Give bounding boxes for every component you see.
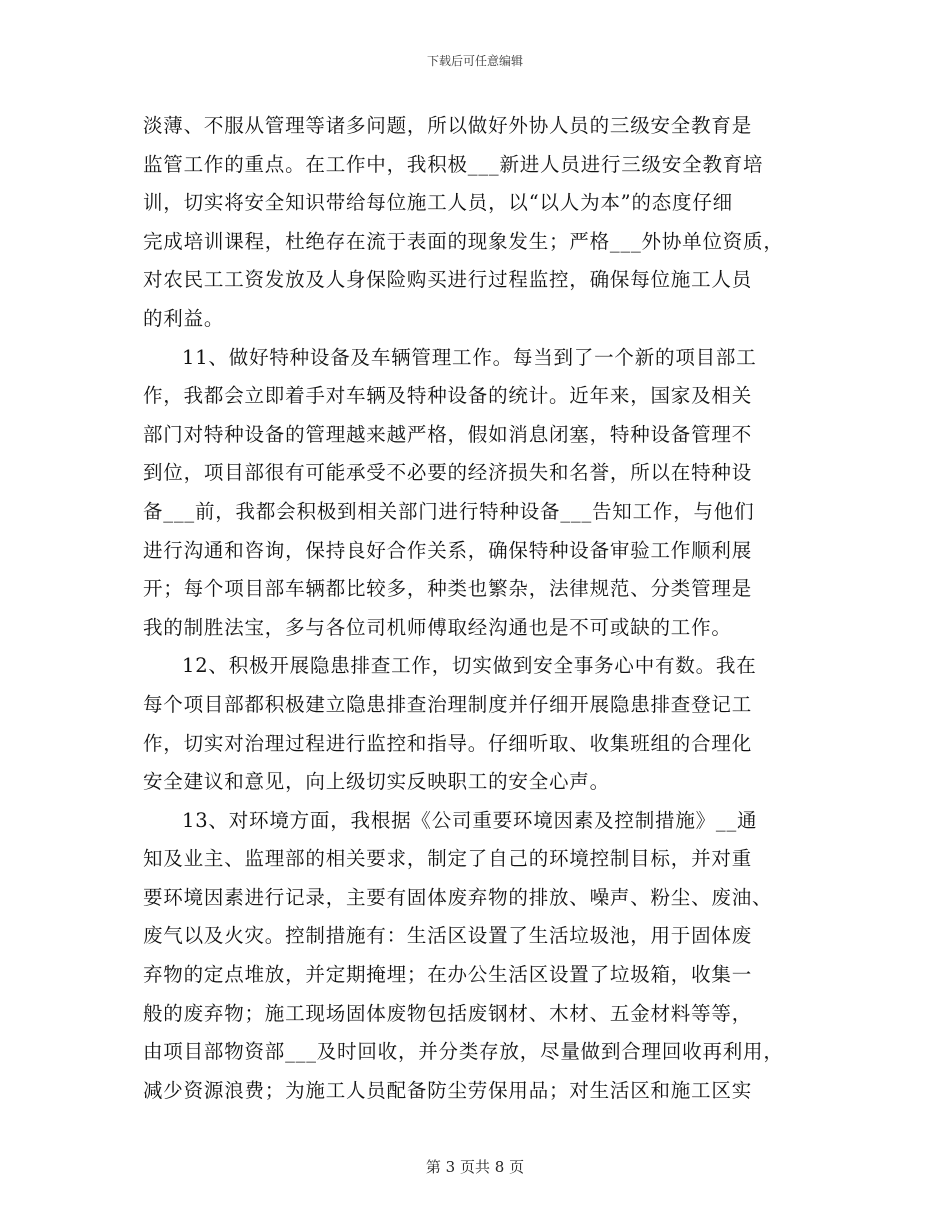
body-line: 每个项目部都积极建立隐患排查治理制度并仔细开展隐患排查登记工 bbox=[143, 692, 753, 716]
body-line: 备___前，我都会积极到相关部门进行特种设备___告知工作，与他们 bbox=[143, 499, 755, 523]
body-line: 由项目部物资部___及时回收，并分类存放，尽量做到合理回收再利用， bbox=[143, 1040, 784, 1064]
paragraph-13-start: 13、对环境方面，我根据《公司重要环境因素及控制措施》__通 bbox=[182, 808, 758, 832]
body-line: 减少资源浪费；为施工人员配备防尘劳保用品；对生活区和施工区实 bbox=[143, 1078, 753, 1102]
body-line: 弃物的定点堆放，并定期掩埋；在办公生活区设置了垃圾箱，收集一 bbox=[143, 963, 753, 987]
body-line: 对农民工工资发放及人身保险购买进行过程监控，确保每位施工人员 bbox=[143, 268, 753, 292]
document-body bbox=[143, 107, 823, 1110]
body-line: 的利益。 bbox=[143, 306, 225, 330]
body-line: 训，切实将安全知识带给每位施工人员，以“以人为本”的态度仔细 bbox=[143, 191, 733, 215]
body-line: 知及业主、监理部的相关要求，制定了自己的环境控制目标，并对重 bbox=[143, 847, 753, 871]
body-line: 作，切实对治理过程进行监控和指导。仔细听取、收集班组的合理化 bbox=[143, 731, 753, 755]
body-line: 进行沟通和咨询，保持良好合作关系，确保特种设备审验工作顺利展 bbox=[143, 538, 753, 562]
body-line: 作，我都会立即着手对车辆及特种设备的统计。近年来，国家及相关 bbox=[143, 384, 753, 408]
body-line: 部门对特种设备的管理越来越严格，假如消息闭塞，特种设备管理不 bbox=[143, 422, 753, 446]
body-line: 我的制胜法宝，多与各位司机师傅取经沟通也是不可或缺的工作。 bbox=[143, 615, 732, 639]
paragraph-11-start: 11、做好特种设备及车辆管理工作。每当到了一个新的项目部工 bbox=[182, 345, 757, 369]
page-header-note: 下载后可任意编辑 bbox=[426, 54, 523, 68]
page-number: 第 3 页共 8 页 bbox=[425, 1158, 525, 1176]
body-line: 要环境因素进行记录，主要有固体废弃物的排放、噪声、粉尘、废油、 bbox=[143, 885, 773, 909]
paragraph-12-start: 12、积极开展隐患排查工作，切实做到安全事务心中有数。我在 bbox=[182, 654, 757, 678]
body-line: 监管工作的重点。在工作中，我积极___新进人员进行三级安全教育培 bbox=[143, 152, 764, 176]
body-line: 废气以及火灾。控制措施有：生活区设置了生活垃圾池，用于固体废 bbox=[143, 924, 753, 948]
body-line: 完成培训课程，杜绝存在流于表面的现象发生；严格___外协单位资质， bbox=[143, 229, 784, 253]
body-line: 开；每个项目部车辆都比较多，种类也繁杂，法律规范、分类管理是 bbox=[143, 577, 753, 601]
body-line: 淡薄、不服从管理等诸多问题，所以做好外协人员的三级安全教育是 bbox=[143, 114, 753, 137]
body-line: 般的废弃物；施工现场固体废物包括废钢材、木材、五金材料等等， bbox=[143, 1001, 753, 1025]
body-line: 安全建议和意见，向上级切实反映职工的安全心声。 bbox=[143, 770, 610, 794]
body-line: 到位，项目部很有可能承受不必要的经济损失和名誉，所以在特种设 bbox=[143, 461, 753, 485]
